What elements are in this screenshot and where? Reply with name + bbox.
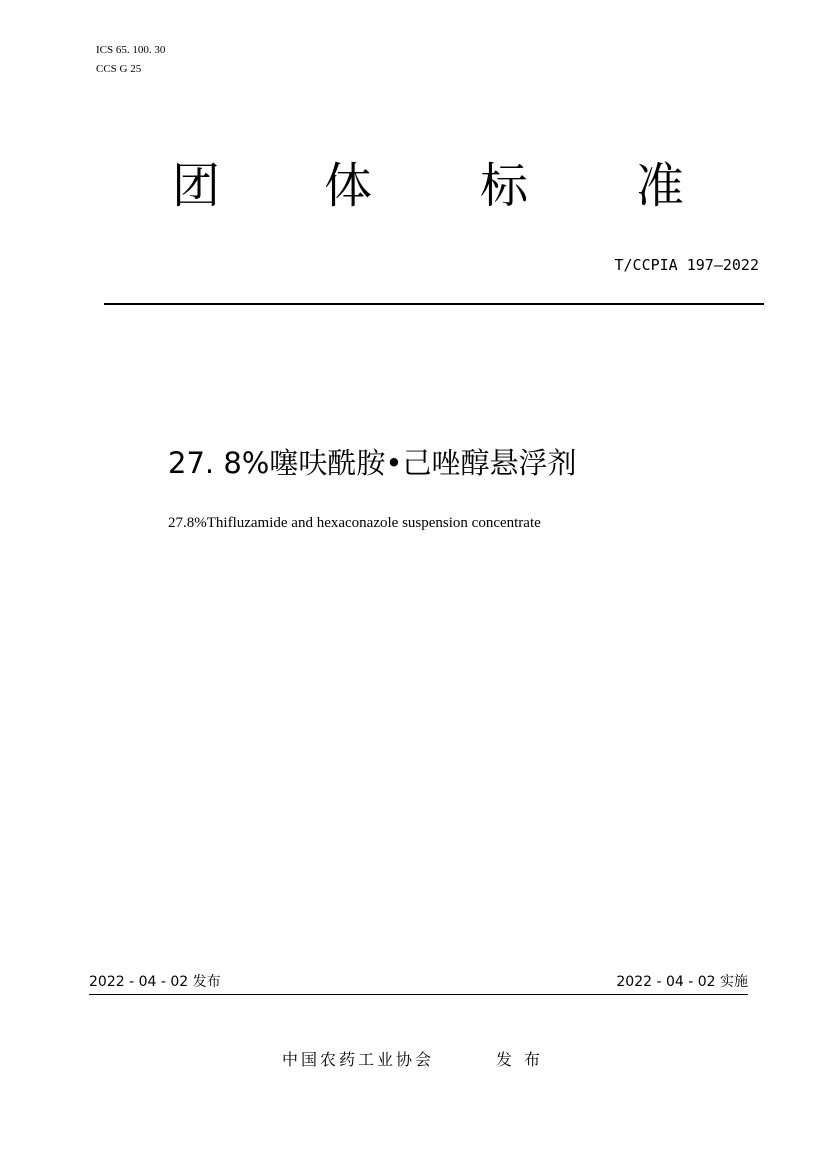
standard-type-char: 团 xyxy=(172,158,221,214)
publisher-name: 中国农药工业协会 xyxy=(282,1050,435,1069)
ccs-code: CCS G 25 xyxy=(96,63,142,75)
implementation-date: 2022 - 04 - 02 实施 xyxy=(616,974,748,990)
header-divider xyxy=(104,303,764,305)
issue-date: 2022 - 04 - 02 发布 xyxy=(89,974,221,990)
publish-label: 发布 xyxy=(496,1050,553,1069)
standard-type-char: 体 xyxy=(324,158,373,214)
document-title-chinese: 27. 8%噻呋酰胺•己唑醇悬浮剂 xyxy=(168,446,577,480)
document-title-english: 27.8%Thifluzamide and hexaconazole suspension concentrate xyxy=(168,515,541,531)
standard-type-char: 标 xyxy=(480,158,529,214)
ics-code: ICS 65. 100. 30 xyxy=(96,44,166,56)
standard-number: T/CCPIA 197—2022 xyxy=(614,256,759,274)
date-divider xyxy=(89,994,748,995)
standard-type-char: 准 xyxy=(636,158,685,214)
